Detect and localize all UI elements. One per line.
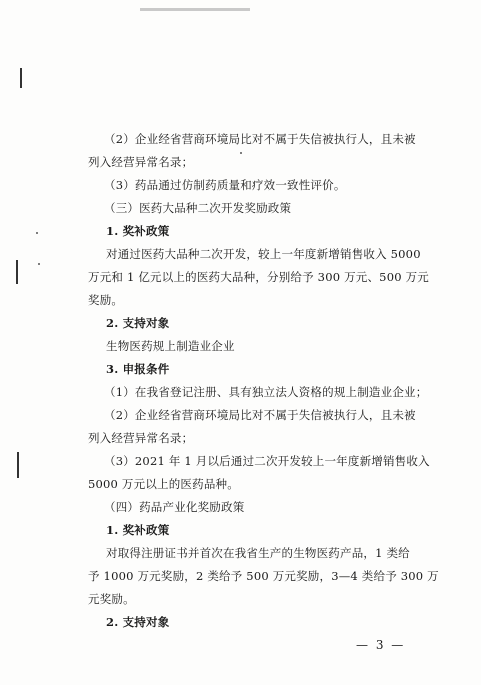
paragraph-line: （3）药品通过仿制药质量和疗效一致性评价。 bbox=[104, 178, 346, 192]
paragraph-line: （2）企业经省营商环境局比对不属于失信被执行人，且未被 bbox=[104, 408, 416, 422]
binding-mark bbox=[17, 452, 19, 478]
subsection-heading: 2. 支持对象 bbox=[106, 615, 170, 629]
binding-mark bbox=[16, 260, 18, 284]
subsection-heading: 1. 奖补政策 bbox=[106, 224, 170, 238]
scan-speck bbox=[240, 152, 242, 154]
page-number: — 3 — bbox=[356, 638, 406, 652]
scan-artifact-top bbox=[140, 8, 250, 11]
paragraph-line: 对取得注册证书并首次在我省生产的生物医药产品，1 类给 bbox=[106, 546, 410, 560]
subsection-heading: 2. 支持对象 bbox=[106, 316, 170, 330]
paragraph-line: 5000 万元以上的医药品种。 bbox=[88, 477, 239, 491]
subsection-heading: 3. 申报条件 bbox=[106, 362, 170, 376]
paragraph-line: （3）2021 年 1 月以后通过二次开发较上一年度新增销售收入 bbox=[104, 454, 430, 468]
section-heading: （四）药品产业化奖励政策 bbox=[104, 500, 245, 514]
scan-speck bbox=[36, 232, 38, 234]
paragraph-line: 元奖励。 bbox=[88, 592, 135, 606]
scan-speck bbox=[38, 263, 40, 265]
paragraph-line: 对通过医药大品种二次开发，较上一年度新增销售收入 5000 bbox=[106, 247, 421, 261]
paragraph-line: 万元和 1 亿元以上的医药大品种，分别给予 300 万元、500 万元 bbox=[88, 270, 429, 284]
paragraph-line: 奖励。 bbox=[88, 293, 124, 307]
paragraph-line: （1）在我省登记注册、具有独立法人资格的规上制造业企业； bbox=[104, 385, 428, 399]
paragraph-line: 列入经营异常名录； bbox=[88, 155, 194, 169]
subsection-heading: 1. 奖补政策 bbox=[106, 523, 170, 537]
paragraph-line: 列入经营异常名录； bbox=[88, 431, 194, 445]
paragraph-line: 予 1000 万元奖励，2 类给予 500 万元奖励，3—4 类给予 300 万 bbox=[88, 569, 439, 583]
paragraph-line: （2）企业经省营商环境局比对不属于失信被执行人，且未被 bbox=[104, 132, 416, 146]
section-heading: （三）医药大品种二次开发奖励政策 bbox=[104, 201, 292, 215]
paragraph-line: 生物医药规上制造业企业 bbox=[106, 339, 235, 353]
binding-mark bbox=[20, 68, 22, 88]
